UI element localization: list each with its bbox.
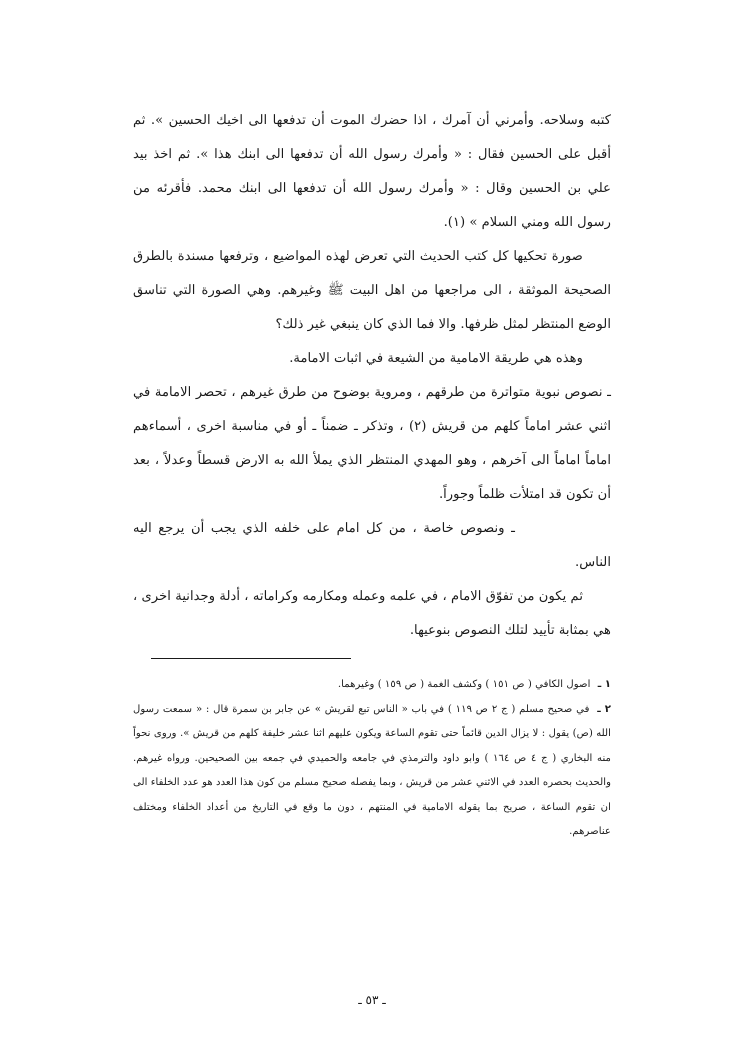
footnotes (133, 673, 611, 845)
footnote-divider (151, 658, 351, 659)
paragraph-1: كتبه وسلاحه. وأمرني أن آمرك ، اذا حضرك الموت أن تدفعها الى اخيك الحسين ». ثم أقبل على الحسين فقال : « وأمرك رسول الله أن تدفعها الى ابنك هذا ». ثم اخذ بيد علي بن الحسين وقال : « وأمرك رسول الله أن تدفعها الى ابنك محمد. فأقرئه من رسول الله ومني السلام » (١). (133, 113, 611, 230)
footnote-text: اصول الكافي ( ص ١٥١ ) وكشف الغمة ( ص ١٥٩ ) وغيرهما. (337, 679, 591, 690)
page-number: ـ ٥٣ ـ (358, 993, 386, 1007)
footnote-1 (133, 673, 611, 698)
paragraph-3: وهذه هي طريقة الامامية من الشيعة في اثبات الامامة. (289, 351, 583, 366)
footnote-2 (133, 698, 611, 845)
paragraph-5: ـ ونصوص خاصة ، من كل امام على خلفه الذي يجب أن يرجع اليه الناس. (133, 521, 611, 570)
footnote-number: ٢ ـ (597, 703, 611, 715)
page-body (133, 104, 611, 845)
paragraph-6: ثم يكون من تفوّق الامام ، في علمه وعمله ومكارمه وكراماته ، أدلة وجدانية اخرى ، هي بمثابة تأييد لتلك النصوص بنوعيها. (133, 589, 611, 638)
paragraph-2: صورة تحكيها كل كتب الحديث التي تعرض لهذه المواضيع ، وترفعها مسندة بالطرق الصحيحة الموثقة ، الى مراجعها من اهل البيت ﷺ وغيرهم. وهي الصورة التي تناسق الوضع المنتظر لمثل ظرفها. والا فما الذي كان ينبغي غير ذلك؟ (133, 249, 611, 332)
footnote-number: ١ ـ (597, 679, 611, 690)
paragraph-4: ـ نصوص نبوية متواترة من طرقهم ، ومروية بوضوح من طرق غيرهم ، تحصر الامامة في اثني عشر اماماً كلهم من قريش (٢) ، وتذكر ـ ضمناً ـ أو في مناسبة اخرى ، أسماءهم اماماً اماماً الى آخرهم ، وهو المهدي المنتظر الذي يملأ الله به الارض قسطاً وعدلاً ، بعد أن تكون قد امتلأت ظلماً وجوراً. (133, 385, 611, 502)
footnote-text: في صحيح مسلم ( ج ٢ ص ١١٩ ) في باب « الناس تبع لقريش » عن جابر بن سمرة قال : « سمعت رسول الله (ص) يقول : لا يزال الدين قائماً حتى تقوم الساعة ويكون عليهم اثنا عشر خليفة كلهم من قريش ». وروى نحواً منه البخاري ( ج ٤ ص ١٦٤ ) وابو داود والترمذي في جامعه والحميدي في جمعه بين الصحيحين. ورواه غيرهم. والحديث بحصره العدد في الاثني عشر من قريش ، وبما يفصله صحيح مسلم من كون هذا العدد هو عدد الخلفاء الى ان تقوم الساعة ، صريح بما يقوله الامامية في المنتهم ، دون ما وقع في التاريخ من أعداد الخلفاء ومختلف عناصرهم. (133, 703, 611, 837)
